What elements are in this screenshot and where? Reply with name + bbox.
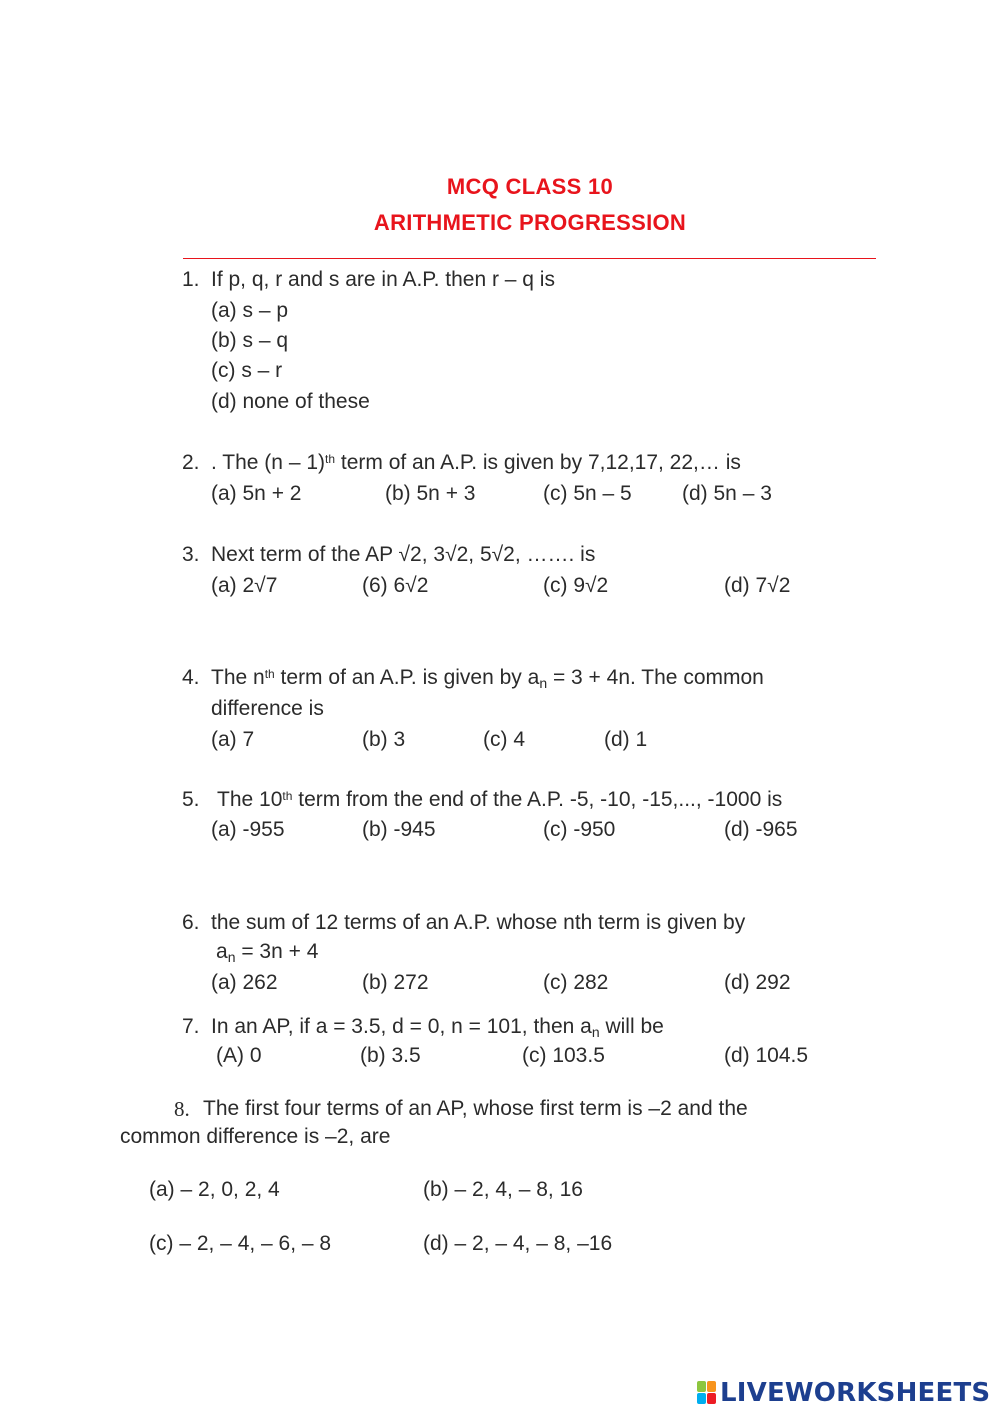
option-d[interactable]: (d) 7√2 bbox=[724, 574, 791, 597]
option-c[interactable]: (c) -950 bbox=[543, 818, 616, 841]
page-subtitle: ARITHMETIC PROGRESSION bbox=[373, 210, 687, 235]
question-text: the sum of 12 terms of an A.P. whose nth term is given by bbox=[211, 911, 746, 934]
option-a[interactable]: (a) s – p bbox=[211, 299, 289, 322]
option-b[interactable]: (b) -945 bbox=[362, 818, 436, 841]
header-divider bbox=[183, 258, 876, 259]
question-text-continued: common difference is –2, are bbox=[120, 1125, 391, 1148]
question-number: 3. bbox=[182, 543, 200, 566]
option-d[interactable]: (d) 5n – 3 bbox=[682, 482, 772, 505]
option-c[interactable]: (c) – 2, – 4, – 6, – 8 bbox=[149, 1232, 332, 1255]
question-text: The $n^{th}$ term of an A.P. is given by an = 3 + 4n. The common bbox=[211, 666, 764, 691]
option-c[interactable]: (c) 9√2 bbox=[543, 574, 609, 597]
option-a[interactable]: (a) 262 bbox=[211, 971, 278, 994]
option-b[interactable]: (b) s – q bbox=[211, 329, 289, 352]
option-a[interactable]: (a) 5n + 2 bbox=[211, 482, 302, 505]
option-b[interactable]: (b) 3.5 bbox=[360, 1044, 421, 1067]
page-title: MCQ CLASS 10 bbox=[446, 174, 614, 199]
option-c[interactable]: (c) 5n – 5 bbox=[543, 482, 632, 505]
option-b[interactable]: (b) – 2, 4, – 8, 16 bbox=[423, 1178, 583, 1201]
option-d[interactable]: (d) 104.5 bbox=[724, 1044, 809, 1067]
question-text: . The (n – 1)$^{th}$ term of an A.P. is given by 7,12,17, 22,… is bbox=[211, 451, 741, 474]
question-text: If p, q, r and s are in A.P. then r – q is bbox=[211, 268, 555, 291]
question-number: 7. bbox=[182, 1015, 200, 1038]
liveworksheets-logo-icon bbox=[697, 1381, 717, 1405]
option-d[interactable]: (d) -965 bbox=[724, 818, 798, 841]
option-d[interactable]: (d) none of these bbox=[211, 390, 370, 413]
question-number: 4. bbox=[182, 666, 200, 689]
option-c[interactable]: (c) 4 bbox=[483, 728, 525, 751]
option-b[interactable]: (b) 5n + 3 bbox=[385, 482, 476, 505]
option-b[interactable]: (6) 6√2 bbox=[362, 574, 429, 597]
question-text-continued: difference is bbox=[211, 697, 324, 720]
option-a[interactable]: (a) -955 bbox=[211, 818, 285, 841]
liveworksheets-logo bbox=[697, 1376, 990, 1410]
option-d[interactable]: (d) 292 bbox=[724, 971, 791, 994]
option-a[interactable]: (a) 2√7 bbox=[211, 574, 278, 597]
question-text-continued: an = 3n + 4 bbox=[216, 940, 319, 965]
option-a[interactable]: (a) – 2, 0, 2, 4 bbox=[149, 1178, 280, 1201]
option-c[interactable]: (c) 282 bbox=[543, 971, 609, 994]
option-d[interactable]: (d) 1 bbox=[604, 728, 648, 751]
option-b[interactable]: (b) 272 bbox=[362, 971, 429, 994]
option-a[interactable]: (a) 7 bbox=[211, 728, 255, 751]
option-a[interactable]: (A) 0 bbox=[216, 1044, 262, 1067]
question-text: In an AP, if a = 3.5, d = 0, n = 101, then an will be bbox=[211, 1015, 664, 1040]
question-number: 5. bbox=[182, 788, 200, 811]
question-number: 2. bbox=[182, 451, 200, 474]
question-text: The 10th term from the end of the A.P. -5, -10, -15,..., -1000 is bbox=[217, 788, 783, 811]
option-c[interactable]: (c) 103.5 bbox=[522, 1044, 605, 1067]
option-b[interactable]: (b) 3 bbox=[362, 728, 406, 751]
question-number: 6. bbox=[182, 911, 200, 934]
question-text: The first four terms of an AP, whose first term is –2 and the bbox=[203, 1097, 748, 1120]
option-c[interactable]: (c) s – r bbox=[211, 359, 283, 382]
question-number: 8. bbox=[174, 1097, 190, 1121]
question-text: Next term of the AP √2, 3√2, 5√2, ……. is bbox=[211, 543, 596, 566]
brand-name: LIVEWORKSHEETS bbox=[720, 1378, 991, 1408]
question-number: 1. bbox=[182, 268, 200, 291]
option-d[interactable]: (d) – 2, – 4, – 8, –16 bbox=[423, 1232, 613, 1255]
